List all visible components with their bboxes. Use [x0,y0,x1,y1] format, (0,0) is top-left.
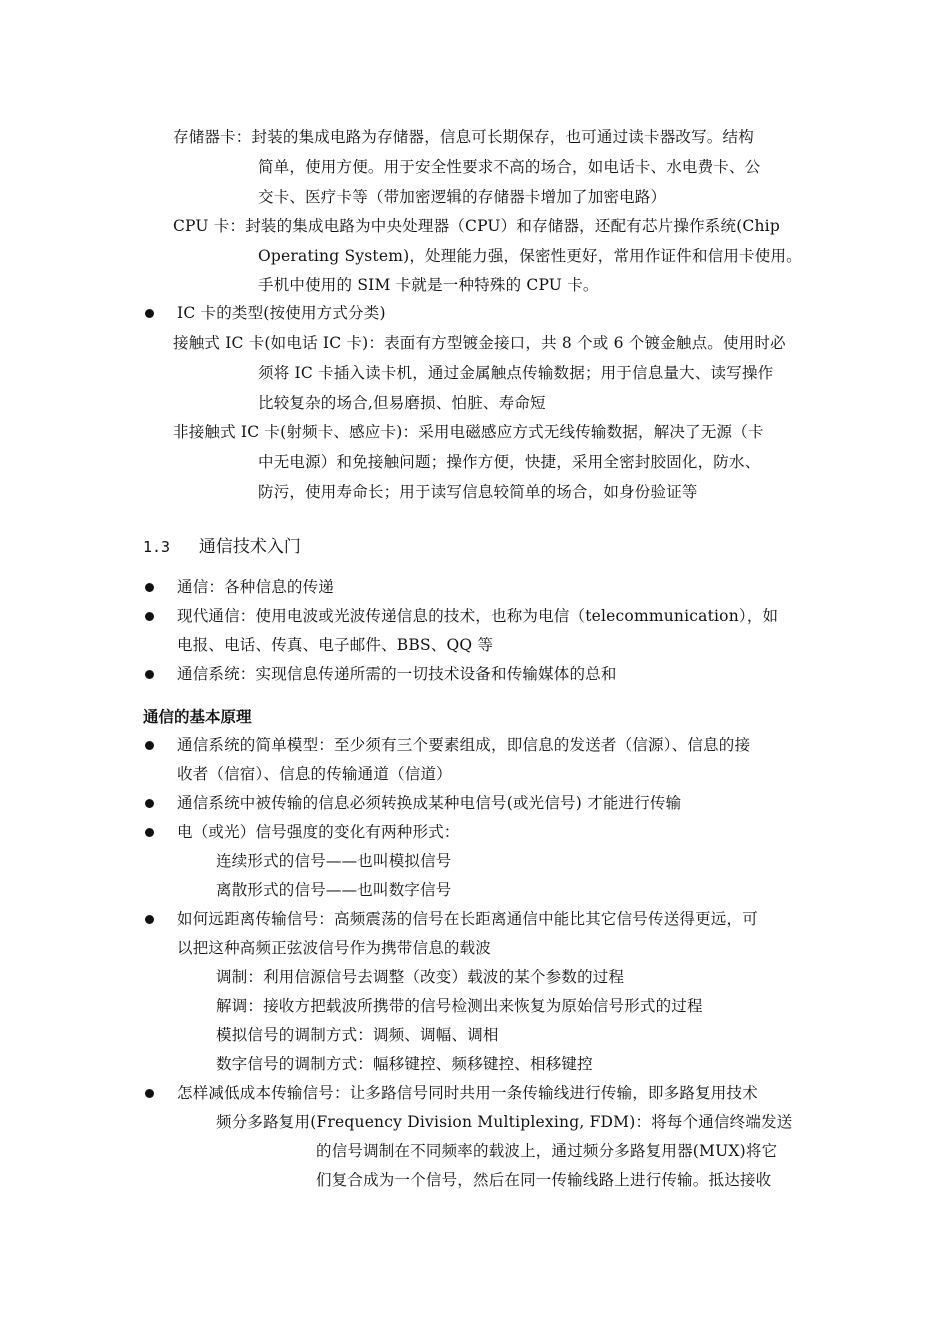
bullet-icon [145,670,154,679]
principle-4-sub-1: 调制：利用信源信号去调整（改变）载波的某个参数的过程 [216,968,625,986]
contact-card-line-2: 须将 IC 卡插入读卡机，通过金属触点传输数据；用于信息量大、读写操作 [258,364,774,382]
fdm-line-2: 的信号调制在不同频率的载波上，通过频分多路复用器(MUX)将它 [316,1142,778,1160]
principle-5: 怎样减低成本传输信号：让多路信号同时共用一条传输线进行传输，即多路复用技术 [177,1084,758,1102]
principle-3-sub-1: 连续形式的信号——也叫模拟信号 [216,852,452,870]
principle-4-sub-4: 数字信号的调制方式：幅移键控、频移键控、相移键控 [216,1055,593,1073]
storage-card-line-1: 存储器卡：封装的集成电路为存储器，信息可长期保存，也可通过读卡器改写。结构 [173,128,754,146]
principle-2: 通信系统中被传输的信息必须转换成某种电信号(或光信号) 才能进行传输 [177,794,682,812]
cpu-card-line-3: 手机中使用的 SIM 卡就是一种特殊的 CPU 卡。 [258,276,599,294]
section-number: 1.3 [143,538,171,556]
principle-1-line-1: 通信系统的简单模型：至少须有三个要素组成，即信息的发送者（信源）、信息的接 [177,736,751,754]
bullet-icon [145,799,154,808]
principle-1-line-2: 收者（信宿）、信息的传输通道（信道） [177,765,452,783]
intro-bullet-2-line-2: 电报、电话、传真、电子邮件、BBS、QQ 等 [177,636,494,654]
bullet-icon [145,741,154,750]
bullet-icon [145,915,154,924]
fdm-line-3: 们复合成为一个信号，然后在同一传输线路上进行传输。抵达接收 [316,1171,772,1189]
principles-heading: 通信的基本原理 [143,708,252,726]
storage-card-line-3: 交卡、医疗卡等（带加密逻辑的存储器卡增加了加密电路） [258,188,667,206]
contact-card-line-3: 比较复杂的场合,但易磨损、怕脏、寿命短 [258,394,546,412]
storage-card-line-2: 简单，使用方便。用于安全性要求不高的场合，如电话卡、水电费卡、公 [258,158,761,176]
contactless-card-line-1: 非接触式 IC 卡(射频卡、感应卡)：采用电磁感应方式无线传输数据，解决了无源（卡 [173,423,764,441]
principle-4-sub-3: 模拟信号的调制方式：调频、调幅、调相 [216,1026,499,1044]
fdm-line-1: 频分多路复用(Frequency Division Multiplexing, FDM)：将每个通信终端发送 [216,1113,793,1131]
principle-4-line-2: 以把这种高频正弦波信号作为携带信息的载波 [177,939,492,957]
contactless-card-line-2: 中无电源）和免接触问题；操作方便，快捷，采用全密封胶固化，防水、 [258,453,761,471]
bullet-icon [145,583,154,592]
cpu-card-line-1: CPU 卡：封装的集成电路为中央处理器（CPU）和存储器，还配有芯片操作系统(Chip [173,217,780,235]
intro-bullet-1: 通信：各种信息的传递 [177,578,335,596]
principle-4-sub-2: 解调：接收方把载波所携带的信号检测出来恢复为原始信号形式的过程 [216,997,703,1015]
section-heading [143,535,301,559]
bullet-icon [145,309,154,318]
ic-type-bullet: IC 卡的类型(按使用方式分类) [177,304,386,322]
intro-bullet-2-line-1: 现代通信：使用电波或光波传递信息的技术，也称为电信（telecommunication），如 [177,607,779,625]
contactless-card-line-3: 防污，使用寿命长；用于读写信息较简单的场合，如身份验证等 [258,483,698,501]
principle-3: 电（或光）信号强度的变化有两种形式： [177,823,460,841]
bullet-icon [145,828,154,837]
cpu-card-line-2: Operating System)，处理能力强，保密性更好，常用作证件和信用卡使用。 [258,247,802,265]
principle-4-line-1: 如何远距离传输信号：高频震荡的信号在长距离通信中能比其它信号传送得更远，可 [177,910,758,928]
intro-bullet-3: 通信系统：实现信息传递所需的一切技术设备和传输媒体的总和 [177,665,617,683]
bullet-icon [145,612,154,621]
principle-3-sub-2: 离散形式的信号——也叫数字信号 [216,881,452,899]
section-title: 通信技术入门 [198,537,301,557]
contact-card-line-1: 接触式 IC 卡(如电话 IC 卡)：表面有方型镀金接口，共 8 个或 6 个镀金触点。使用时必 [173,334,786,352]
bullet-icon [145,1089,154,1098]
